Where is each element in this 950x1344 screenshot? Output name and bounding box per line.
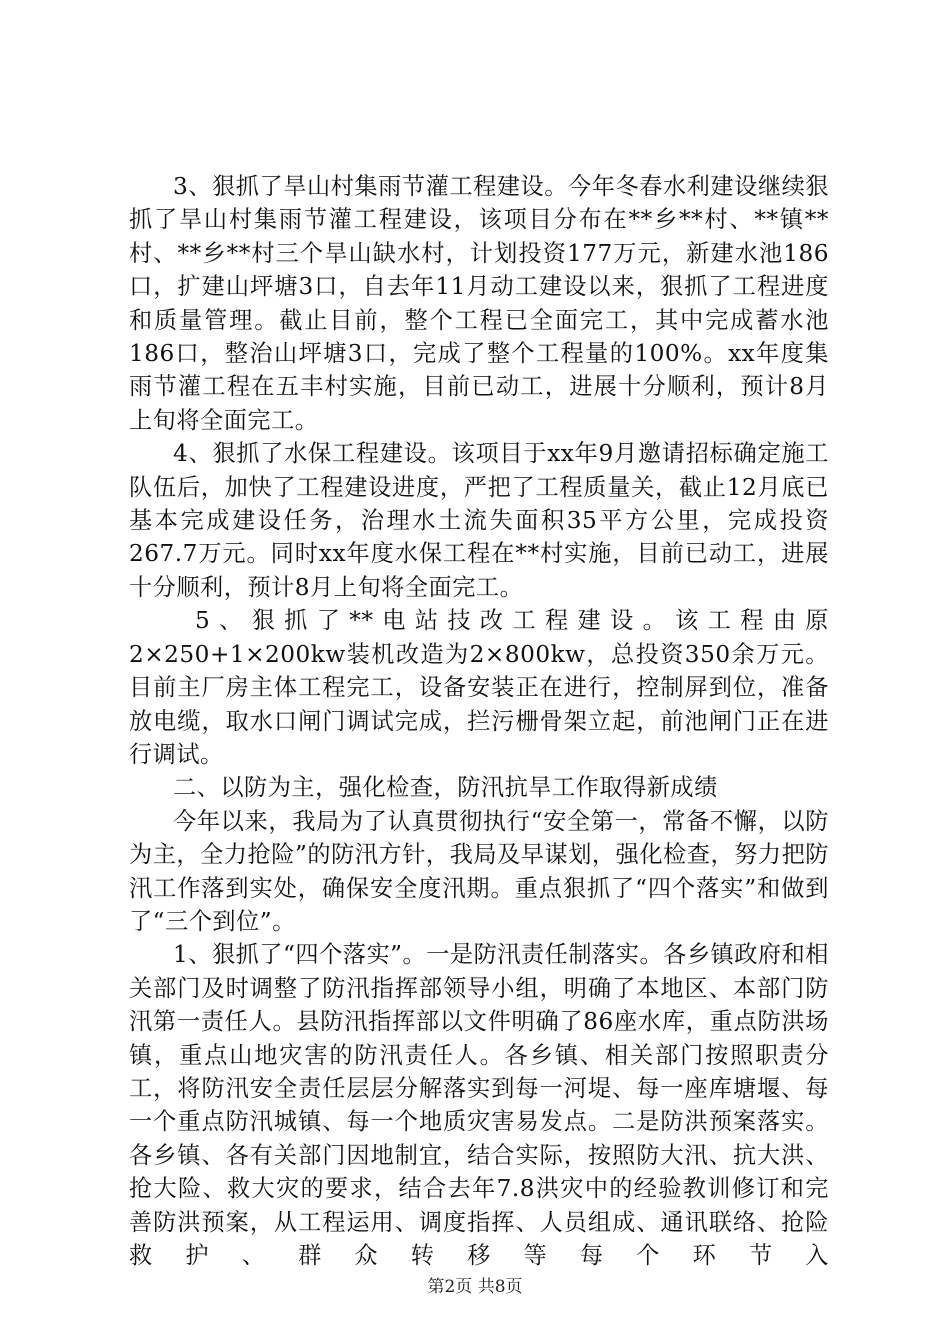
- paragraph-power-station-upgrade: 5、狠抓了**电站技改工程建设。该工程由原2×250+1×200kw装机改造为2×800kw，总投资350余万元。目前主厂房主体工程完工，设备安装正在进行，控制屏到位，准备放电缆，取水口闸门调试完成，拦污栅骨架立起，前池闸门正在进行调试。: [129, 607, 829, 768]
- paragraph-soil-water-conservation: 4、狠抓了水保工程建设。该项目于xx年9月邀请招标确定施工队伍后，加快了工程建设进度，严把了工程质量关，截止12月底已基本完成建设任务，治理水土流失面积35平方公里，完成投资267.7万元。同时xx年度水保工程在**村实施，目前已动工，进展十分顺利，预计8月上旬将全面完工。: [129, 440, 829, 601]
- page-number-footer: 第2页 共8页: [427, 1277, 523, 1297]
- section-heading-flood-control: 二、以防为主，强化检查，防汛抗旱工作取得新成绩: [173, 774, 718, 802]
- paragraph-drought-village-irrigation: 3、狠抓了旱山村集雨节灌工程建设。今年冬春水利建设继续狠抓了旱山村集雨节灌工程建设，该项目分布在**乡**村、**镇**村、**乡**村三个旱山缺水村，计划投资177万元，新建水池186口，扩建山坪塘3口，自去年11月动工建设以来，狠抓了工程进度和质量管理。截止目前，整个工程已全面完工，其中完成蓄水池186口，整治山坪塘3口，完成了整个工程量的100%。xx年度集雨节灌工程在五丰村实施，目前已动工，进展十分顺利，预计8月上旬将全面完工。: [129, 173, 829, 434]
- document-body: [129, 170, 829, 1272]
- paragraph-flood-control-intro: 今年以来，我局为了认真贯彻执行“安全第一，常备不懈，以防为主，全力抢险”的防汛方针，我局及早谋划，强化检查，努力把防汛工作落到实处，确保安全度汛期。重点狠抓了“四个落实”和做到了“三个到位”。: [129, 807, 829, 935]
- paragraph-four-implementations: 1、狠抓了“四个落实”。一是防汛责任制落实。各乡镇政府和相关部门及时调整了防汛指挥部领导小组，明确了本地区、本部门防汛第一责任人。县防汛指挥部以文件明确了86座水库，重点防洪场镇，重点山地灾害的防汛责任人。各乡镇、相关部门按照职责分工，将防汛安全责任层层分解落实到每一河堤、每一座库塘堰、每一个重点防汛城镇、每一个地质灾害易发点。二是防洪预案落实。各乡镇、各有关部门因地制宜，结合实际，按照防大汛、抗大洪、抢大险、救大灾的要求，结合去年7.8洪灾中的经验教训修订和完善防洪预案，从工程运用、调度指挥、人员组成、通讯联络、抢险救护、群众转移等每个环节入: [129, 941, 829, 1269]
